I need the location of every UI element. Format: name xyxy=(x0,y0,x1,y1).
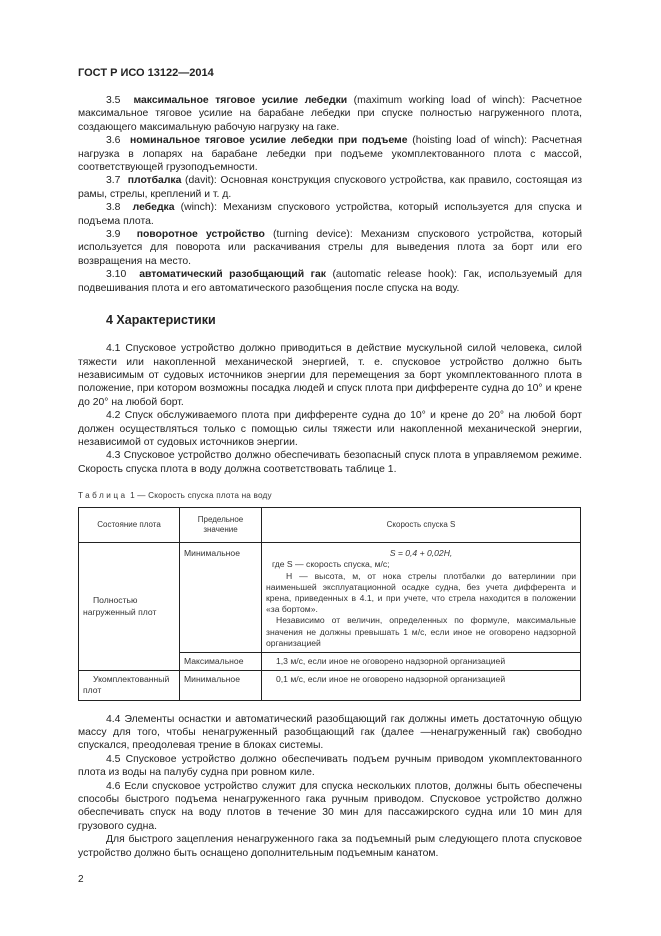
paragraphs-before-table xyxy=(78,342,582,476)
note: Независимо от величин, определенных по формуле, максимальные значения не должны превышать 1 м/с, если иное не оговорено надзорной организацией xyxy=(266,615,576,648)
clause-number: 3.8 xyxy=(106,202,121,214)
table-header-row xyxy=(79,508,581,543)
limit-cell: Минимальное xyxy=(180,543,262,653)
definition-text: (maximum working load of winch): Расчетное максимальное тяговое усилие на барабане лебедки при спуске полностью нагруженного плота, создающего максимальную рабочую нагрузку на гаке. xyxy=(78,95,582,133)
definition-3-9 xyxy=(78,228,582,268)
state-cell: Укомплектованный плот xyxy=(79,671,180,700)
term: номинальное тяговое усилие лебедки при подъеме xyxy=(130,135,408,147)
speed-cell: 1,3 м/с, если иное не оговорено надзорной организацией xyxy=(262,652,581,670)
limit-cell: Минимальное xyxy=(180,671,262,700)
term: автоматический разобщающий гак xyxy=(139,269,326,281)
term: поворотное устройство xyxy=(136,229,265,241)
definition-text: (turning device): Механизм спускового устройства, который используется для поворота или раскачивания стрелы для выведения плота за борт или его возвращения на место. xyxy=(78,229,582,267)
header-cell: Скорость спуска S xyxy=(262,508,581,543)
speed-cell xyxy=(262,543,581,653)
definition-text: (davit): Основная конструкция спускового устройства, как правило, состоящая из рамы, стрелы, креплений и т. д. xyxy=(78,175,582,200)
paragraph-4-1: 4.1 Спусковое устройство должно приводиться в действие мускульной силой человека, силой тяжести или накопленной механической энергией, т. е. спусковое устройство должно быть независимым от судовых источников энергии для перемещения за борт укомплектованного плота в положение, при котором возможны посадка людей и спуск плота при дифференте судна до 10° и крене до 20° на любой борт. xyxy=(78,343,582,408)
caption-label: Таблица xyxy=(78,491,128,501)
definition-3-8 xyxy=(78,201,582,228)
h-definition: H — высота, м, от нока стрелы плотбалки до ватерлинии при наименьшей эксплуатационной осадке судна, без учета дифферента и крена, приведенных в 4.1, и при учете, что стрела находится в положении «за бортом». xyxy=(266,570,576,615)
clause-number: 3.6 xyxy=(106,135,121,147)
table-caption xyxy=(78,490,582,501)
paragraph-4-3: 4.3 Спусковое устройство должно обеспечивать безопасный спуск плота в управляемом режиме. Скорость спуска плота в воду должна соответствовать таблице 1. xyxy=(78,450,582,475)
page-number: 2 xyxy=(78,874,84,886)
clause-number: 3.5 xyxy=(106,95,121,106)
definition-text: (automatic release hook): Гак, используемый для подвешивания плота и его автоматического разобщения после спуска на воду. xyxy=(78,269,582,294)
term: максимальное тяговое усилие лебедки xyxy=(133,95,348,106)
paragraph-4-2: 4.2 Спуск обслуживаемого плота при дифференте судна до 10° и крене до 20° на любой борт должен осуществляться только с помощью силы тяжести или накопленной механической энергии, независимой от судовых источников энергии. xyxy=(78,410,582,448)
definition-3-6 xyxy=(78,134,582,174)
clause-number: 3.9 xyxy=(106,229,121,241)
term: лебедка xyxy=(132,202,175,214)
table-row xyxy=(79,543,581,653)
formula: S = 0,4 + 0,02H, xyxy=(389,548,453,559)
paragraph-4-6: 4.6 Если спусковое устройство служит для спуска нескольких плотов, должны быть обеспечены способы быстрого подъема ненагруженного гака ручным приводом. Спусковое устройство должно обеспечивать спуск на воду плотов в течение 30 мин для пассажирского судна или 10 мин для грузового судна. xyxy=(78,780,582,832)
state-cell: Полностью нагруженный плот xyxy=(79,543,180,671)
speed-cell: 0,1 м/с, если иное не оговорено надзорной организацией xyxy=(262,671,581,700)
definition-text: (winch): Механизм спускового устройства, который используется для спуска и подъема плота. xyxy=(78,202,582,227)
definition-3-10 xyxy=(78,268,582,295)
section-heading: 4 Характеристики xyxy=(106,313,216,328)
limit-cell: Максимальное xyxy=(180,652,262,670)
paragraph-4-5: 4.5 Спусковое устройство должно обеспечивать подъем ручным приводом укомплектованного плота из воды на палубу судна при ровном киле. xyxy=(78,753,582,779)
clause-number: 3.10 xyxy=(106,269,127,281)
speed-table xyxy=(78,507,581,700)
document-header: ГОСТ Р ИСО 13122—2014 xyxy=(78,67,214,79)
formula-where: где S — скорость спуска, м/с; xyxy=(272,559,390,570)
definition-3-7 xyxy=(78,174,582,201)
definitions xyxy=(78,94,582,295)
definition-3-5 xyxy=(78,94,582,134)
definition-text: (hoisting load of winch): Расчетная нагрузка в лопарях на барабане лебедки при подъеме укомплектованного плота с массой, соответствующей грузоподъемности. xyxy=(78,135,583,174)
header-cell: Предельное значение xyxy=(180,508,262,543)
clause-number: 3.7 xyxy=(106,175,121,187)
paragraphs-after-table xyxy=(78,713,582,860)
paragraph-4-6-continued: Для быстрого зацепления ненагруженного гака за подъемный рым следующего плота спусковое устройство должно быть оснащено дополнительным подъемным канатом. xyxy=(78,834,582,859)
header-cell: Состояние плота xyxy=(79,508,180,543)
table-row xyxy=(79,671,581,700)
paragraph-4-4: 4.4 Элементы оснастки и автоматический разобщающий гак должны иметь достаточную общую массу для того, чтобы ненагруженный разобщающий гак (далее —ненагруженный гак) свободно спускался, преодолевая трение в блоках системы. xyxy=(78,713,582,752)
caption-text: 1 — Скорость спуска плота на воду xyxy=(127,491,272,501)
term: плотбалка xyxy=(127,175,182,187)
document-page xyxy=(78,0,582,906)
